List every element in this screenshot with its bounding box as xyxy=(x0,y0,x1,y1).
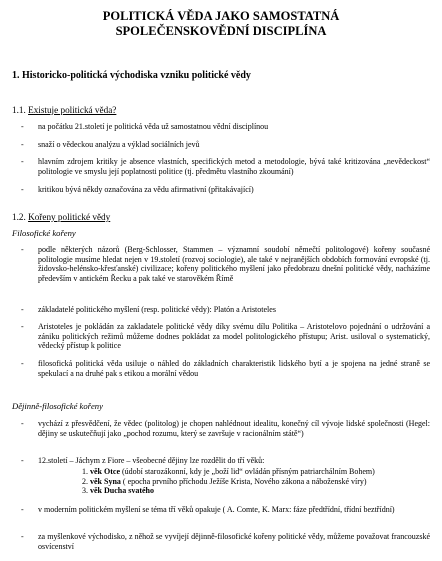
bullet-dash: - xyxy=(21,185,24,194)
bullet-dash: - xyxy=(21,419,24,428)
bullet-dash: - xyxy=(21,140,24,149)
section-1-2-title: Kořeny politické vědy xyxy=(28,212,111,222)
section-1-2-number: 1.2. xyxy=(12,212,29,222)
item-bold: věk Ducha svatého xyxy=(90,486,155,496)
section-1-1-number: 1.1. xyxy=(12,105,29,115)
list-item-text: v moderním politickém myšlení se téma tří věků opakuje ( A. Comte, K. Marx: fáze předtřídní, třídní beztřídní) xyxy=(38,505,395,514)
list-item-text: podle některých názorů (Berg-Schlosser, Stammen – významní soudobí němečtí politologové) kořeny současné politologie musíme hledat nejen v 19.století (rozvoj sociologie), ale také v nejranějších obdobích formování evropské (tj. židovsko-helénsko-křesťanské) civilizace; kořeny politického myšlení jako předobrazu dnešní politické vědy, nacházíme především v antickém Řecku a pak také ve starověkém Římě xyxy=(38,245,430,283)
section-1-2-heading xyxy=(12,212,110,223)
numbered-item xyxy=(82,477,432,487)
document-title xyxy=(0,9,442,39)
numbered-item xyxy=(82,467,432,477)
subheading-philosophical-roots: Filosofické kořeny xyxy=(12,228,76,238)
title-line-1: POLITICKÁ VĚDA JAKO SAMOSTATNÁ xyxy=(102,9,340,23)
list-item-text: základatelé politického myšlení (resp. politické vědy): Platón a Aristoteles xyxy=(38,305,276,314)
list-item-text: 12.století – Jáchym z Fiore – všeobecné dějiny lze rozdělit do tří věků: xyxy=(38,456,265,465)
list-item-text: vychází z přesvědčení, že vědec (politolog) je chopen nahlédnout idealitu, konečný cíl vývoje lidské společnosti (Hegel: dějiny se uskutečňují jako „pochod rozumu, který se završuje v racionálním státě“) xyxy=(38,419,430,438)
section-1-1-heading xyxy=(12,105,116,116)
section-1-heading: 1. Historicko-politická východiska vzniku politické vědy xyxy=(12,70,251,81)
numbered-item xyxy=(82,486,432,496)
item-bold: věk Syna xyxy=(90,476,121,486)
bullet-dash: - xyxy=(21,157,24,166)
bullet-dash: - xyxy=(21,245,24,254)
item-number: 1. xyxy=(82,467,88,476)
subheading-historical-philosophical-roots: Dějinně-filosofické kořeny xyxy=(12,401,103,411)
item-bold: věk Otce xyxy=(90,467,120,476)
item-number: 3. xyxy=(82,486,88,496)
bullet-dash: - xyxy=(21,305,24,314)
bullet-dash: - xyxy=(21,456,24,465)
bullet-dash: - xyxy=(21,122,24,131)
numbered-list-ages xyxy=(82,467,432,496)
list-item-text: kritikou bývá někdy označována za vědu afirmativní (přitakávající) xyxy=(38,185,254,194)
title-line-2: SPOLEČENSKOVĚDNÍ DISCIPLÍNA xyxy=(115,24,327,38)
item-text: (údobí starozákonní, kdy je „boží lid“ ovládán přísným patriarchálním Bohem) xyxy=(120,467,375,476)
list-item-text: za myšlenkové východisko, z něhož se vyvíjejí dějinně-filosofické kořeny politické vědy, můžeme považovat francouzské osvícenství xyxy=(38,532,430,551)
bullet-dash: - xyxy=(21,359,24,368)
section-1-1-title: Existuje politická věda? xyxy=(28,105,117,115)
list-item-text: na počátku 21.století je politická věda už samostatnou vědní disciplínou xyxy=(38,122,269,131)
list-item-text: snaží o vědeckou analýzu a výklad sociálních jevů xyxy=(38,140,200,149)
list-item-text: Aristoteles je pokládán za zakladatele politické vědy díky svému dílu Politika – Aristotelovo pojednání o udržování a zániku politických režimů můžeme dodnes pokládat za model politologického přístupu; Arist. usiloval o systematický, vědecký přístup k politice xyxy=(38,322,430,351)
item-text: ( epocha prvního příchodu Ježíše Krista, Nového zákona a náboženské víry) xyxy=(120,476,367,486)
item-number: 2. xyxy=(82,476,88,486)
bullet-dash: - xyxy=(21,322,24,331)
list-item-text: hlavním zdrojem kritiky je absence vlastních, specifických metod a metodologie, bývá také kritizována „nevědeckost“ politologie ve smyslu její poplatnosti politice (tj. předmětu vlastního zkoumání) xyxy=(38,157,430,176)
bullet-dash: - xyxy=(21,532,24,541)
list-item-text: filosofická politická věda usiluje o náhled do základních charakteristik lidského bytí a je spojena na jedné straně se spekulací a na druhé pak s etikou a morální vědou xyxy=(38,359,430,378)
bullet-dash: - xyxy=(21,505,24,514)
